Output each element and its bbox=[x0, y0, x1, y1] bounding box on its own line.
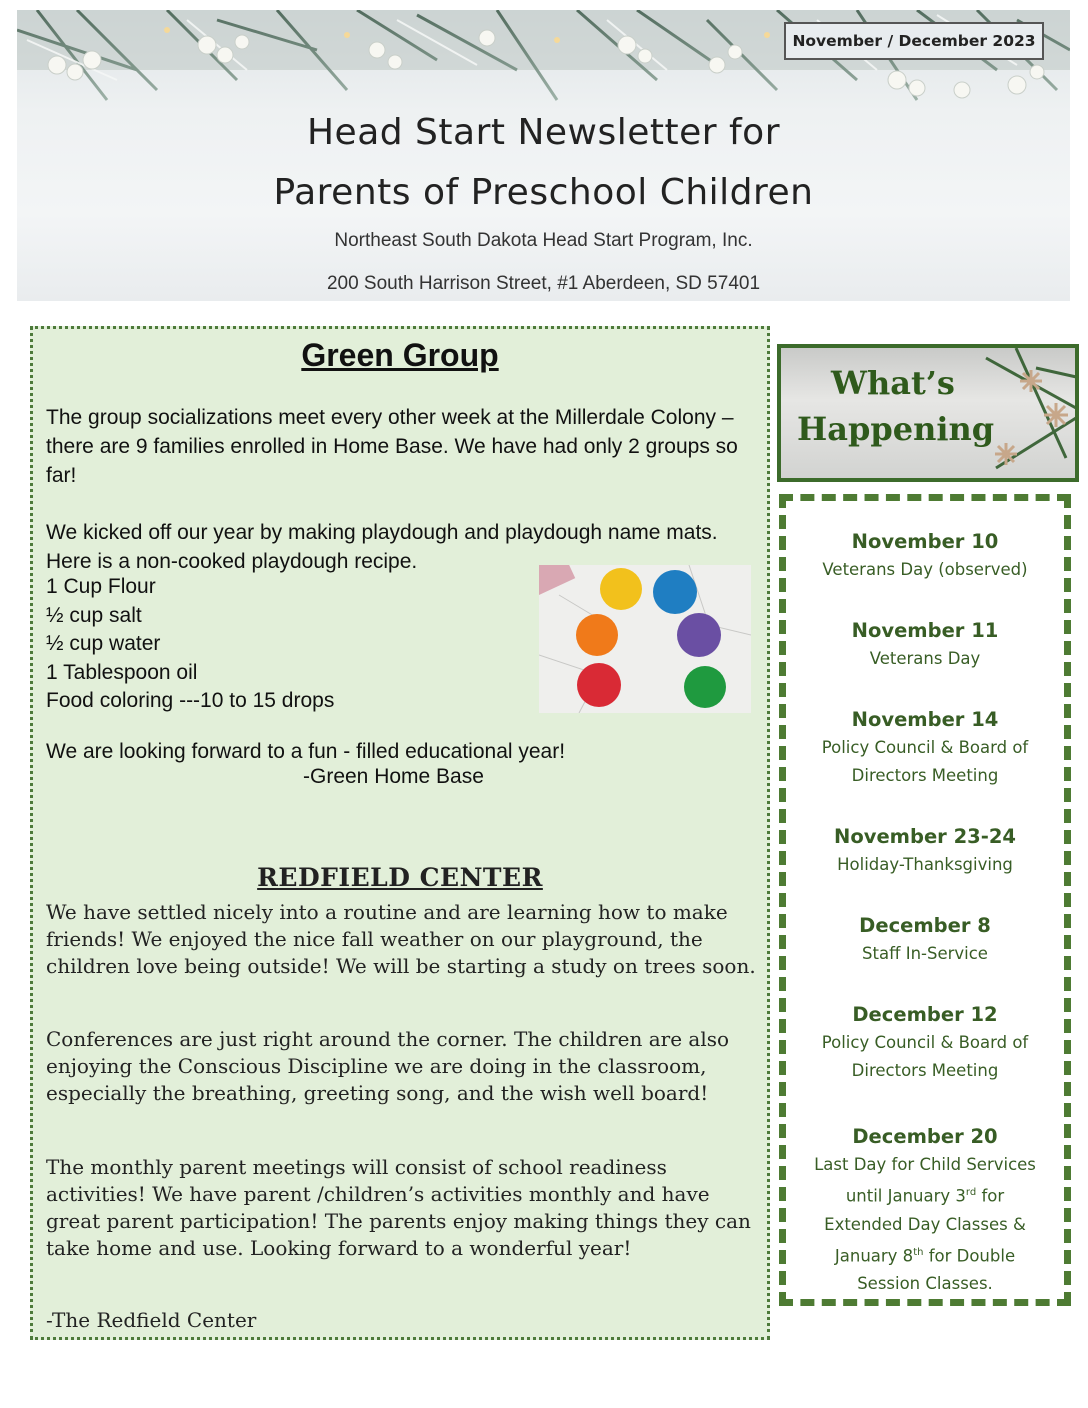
event-item bbox=[786, 823, 1064, 879]
redfield-center-heading: REDFIELD CENTER bbox=[257, 863, 543, 892]
event-description: Policy Council & Board of bbox=[821, 1033, 1029, 1052]
event-item bbox=[786, 528, 1064, 584]
event-date: November 10 bbox=[851, 530, 999, 553]
recipe-item: 1 Tablespoon oil bbox=[46, 660, 198, 684]
redfield-paragraph-2: Conferences are just right around the corner. The children are also enjoying the Conscious Discipline we are doing in the classroom, especially the breathing, greeting song, and the wish well board! bbox=[46, 1027, 730, 1105]
event-item bbox=[786, 1001, 1064, 1085]
event-item bbox=[786, 706, 1064, 790]
event-date: December 8 bbox=[859, 914, 991, 937]
redfield-signature: -The Redfield Center bbox=[46, 1308, 257, 1332]
newsletter-title-line1: Head Start Newsletter for bbox=[306, 112, 780, 153]
recipe-item: 1 Cup Flour bbox=[46, 575, 156, 598]
redfield-paragraph-1: We have settled nicely into a routine and are learning how to make friends! We enjoyed the nice fall weather on our playground, the children love being outside! We will be starting a study on trees soon. bbox=[46, 900, 756, 978]
event-description: Holiday-Thanksgiving bbox=[837, 855, 1013, 874]
event-item bbox=[786, 617, 1064, 673]
recipe-item: Food coloring ---10 to 15 drops bbox=[46, 689, 335, 713]
green-group-paragraph-1: The group socializations meet every other week at the Millerdale Colony –there are 9 families enrolled in Home Base. We have had only 2 groups so far! bbox=[46, 406, 738, 487]
event-description: Directors Meeting bbox=[851, 1061, 999, 1080]
playdough-recipe-list bbox=[46, 573, 334, 716]
event-item bbox=[786, 1123, 1064, 1298]
whats-happening-title-line1: What’s bbox=[831, 364, 955, 402]
event-description: January 8th for Double bbox=[834, 1246, 1016, 1265]
organization-address: 200 South Harrison Street, #1 Aberdeen, SD 57401 bbox=[326, 273, 761, 294]
event-date: November 23-24 bbox=[834, 825, 1016, 848]
event-date: December 20 bbox=[852, 1125, 998, 1148]
newsletter-title-line2: Parents of Preschool Children bbox=[273, 172, 814, 213]
green-group-heading: Green Group bbox=[301, 337, 499, 373]
event-description: Veterans Day bbox=[869, 649, 981, 668]
recipe-item: ½ cup water bbox=[46, 632, 161, 656]
event-description: Session Classes. bbox=[857, 1274, 993, 1293]
event-item bbox=[786, 912, 1064, 968]
event-description: Staff In-Service bbox=[862, 944, 988, 963]
event-description: Veterans Day (observed) bbox=[822, 560, 1028, 579]
event-description: Last Day for Child Services bbox=[814, 1155, 1036, 1174]
green-group-paragraph-2: We kicked off our year by making playdough and playdough name mats. Here is a non-cooked playdough recipe. bbox=[46, 521, 718, 573]
whats-happening-banner bbox=[777, 344, 1079, 482]
event-description: Directors Meeting bbox=[851, 766, 999, 785]
event-description: Policy Council & Board of bbox=[821, 738, 1029, 757]
event-date: November 14 bbox=[851, 708, 999, 731]
event-date: November 11 bbox=[851, 619, 999, 642]
event-date: December 12 bbox=[852, 1003, 998, 1026]
event-description: Extended Day Classes & bbox=[824, 1214, 1026, 1234]
whats-happening-title-line2: Happening bbox=[797, 410, 995, 448]
issue-date-badge: November / December 2023 bbox=[784, 22, 1044, 60]
recipe-item: ½ cup salt bbox=[46, 603, 142, 627]
green-group-signature: -Green Home Base bbox=[303, 765, 484, 788]
event-description: until January 3rd for bbox=[845, 1186, 1005, 1206]
green-group-closing: We are looking forward to a fun - filled educational year! bbox=[46, 740, 566, 763]
playdough-photo bbox=[539, 565, 751, 713]
organization-name: Northeast South Dakota Head Start Program, Inc. bbox=[334, 230, 753, 251]
redfield-paragraph-3: The monthly parent meetings will consist of school readiness activities! We have parent /children’s activities monthly and have great parent participation! The parents enjoy making things they can take home and use. Looking forward to a wonderful year! bbox=[46, 1155, 751, 1260]
events-calendar-box bbox=[779, 494, 1071, 1306]
main-content-panel bbox=[30, 326, 770, 1340]
